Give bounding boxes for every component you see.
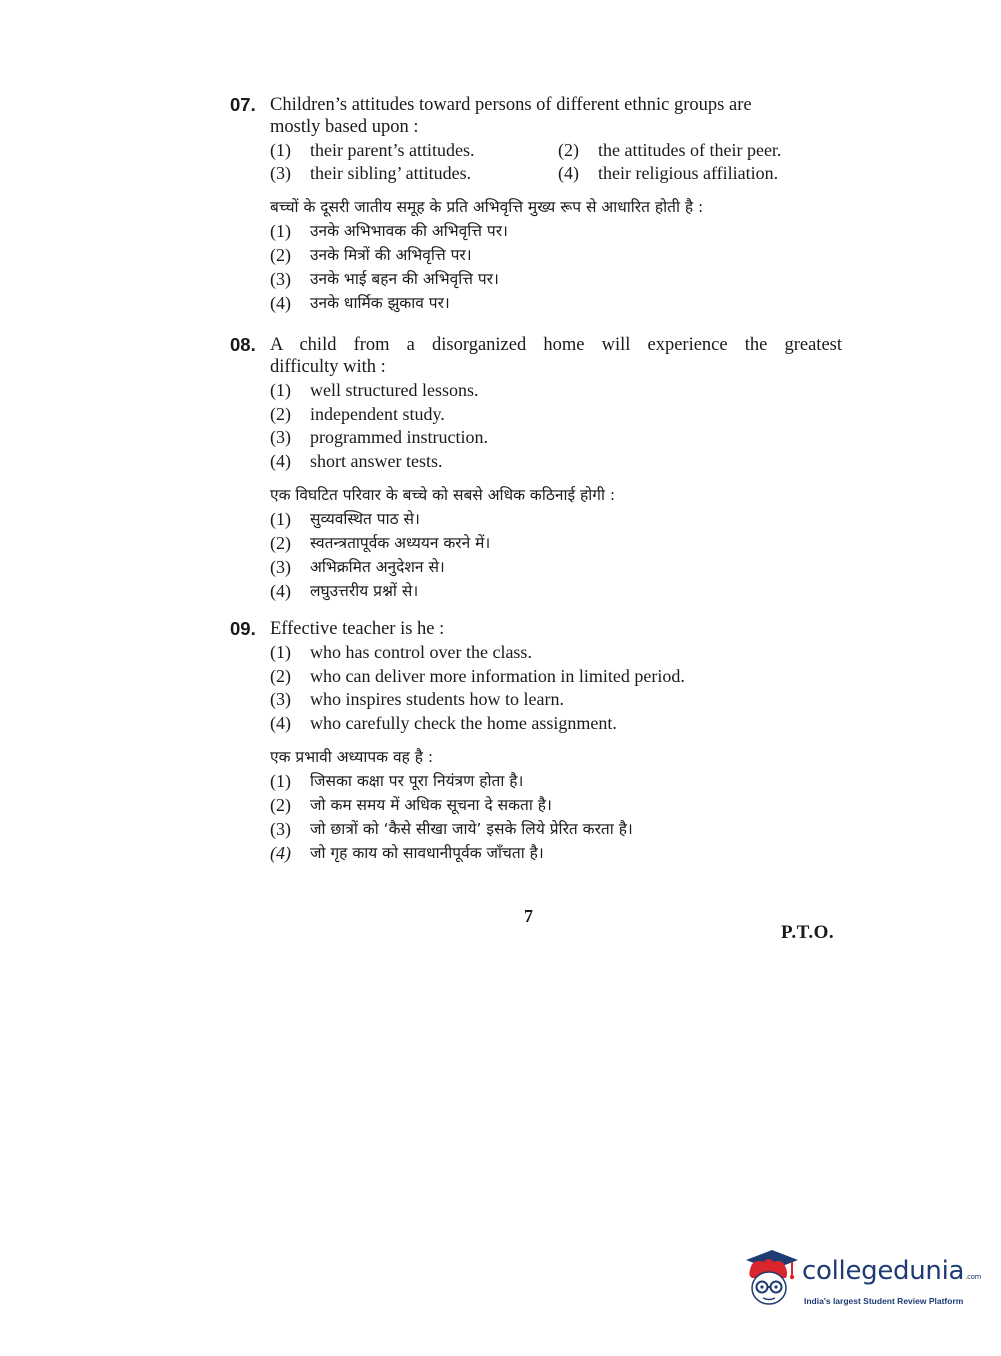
hindi-block bbox=[270, 195, 842, 315]
option-number: (1) bbox=[270, 221, 291, 241]
option-3 bbox=[270, 426, 842, 450]
question-number: 07. bbox=[230, 94, 256, 115]
option-1 bbox=[270, 379, 842, 403]
hindi-option-3 bbox=[270, 555, 842, 579]
option-text: उनके अभिभावक की अभिवृत्ति पर। bbox=[310, 222, 508, 240]
hindi-option-2 bbox=[270, 531, 842, 555]
option-1 bbox=[270, 641, 842, 665]
question-09 bbox=[230, 618, 842, 865]
hindi-option-2 bbox=[270, 793, 842, 817]
pto-label: P.T.O. bbox=[781, 922, 835, 943]
option-text: well structured lessons. bbox=[310, 380, 479, 400]
question-text-line1: A child from a disorganized home will experience the greatest bbox=[270, 335, 842, 355]
option-number: (3) bbox=[270, 269, 291, 289]
hindi-option-1 bbox=[270, 507, 842, 531]
option-number: (2) bbox=[558, 140, 579, 160]
option-number: (3) bbox=[270, 819, 291, 839]
option-number: (4) bbox=[270, 712, 291, 733]
option-number: (1) bbox=[270, 140, 291, 160]
option-number: (4) bbox=[558, 163, 579, 183]
option-4 bbox=[270, 712, 842, 736]
option-number: (2) bbox=[270, 665, 291, 686]
question-number: 09. bbox=[230, 618, 256, 639]
option-2 bbox=[270, 665, 842, 689]
hindi-question: एक प्रभावी अध्यापक वह है : bbox=[270, 748, 434, 766]
option-number: (1) bbox=[270, 380, 291, 400]
option-text: उनके धार्मिक झुकाव पर। bbox=[310, 294, 450, 312]
option-text: who carefully check the home assignment. bbox=[310, 712, 617, 733]
hindi-question: एक विघटित परिवार के बच्चे को सबसे अधिक कठिनाई होगी : bbox=[270, 486, 616, 504]
option-number: (4) bbox=[270, 293, 291, 313]
mascot-icon bbox=[742, 1248, 800, 1310]
hindi-option-4 bbox=[270, 579, 842, 603]
option-number: (2) bbox=[270, 533, 291, 553]
option-number: (3) bbox=[270, 689, 291, 709]
option-number: (3) bbox=[270, 557, 291, 577]
brand-text: collegedunia bbox=[802, 1256, 965, 1286]
option-text: उनके मित्रों की अभिवृत्ति पर। bbox=[310, 246, 472, 264]
hindi-block bbox=[270, 483, 842, 603]
hindi-option-3 bbox=[270, 267, 842, 291]
hindi-question: बच्चों के दूसरी जातीय समूह के प्रति अभिवृत्ति मुख्य रूप से आधारित होती है : bbox=[270, 198, 704, 216]
option-text: अभिक्रमित अनुदेशन से। bbox=[310, 558, 445, 576]
option-text: जो गृह काय को सावधानीपूर्वक जाँचता है। bbox=[310, 844, 544, 862]
hindi-option-1 bbox=[270, 219, 842, 243]
page-number: 7 bbox=[524, 906, 533, 926]
hindi-option-3 bbox=[270, 817, 842, 841]
option-number: (4) bbox=[270, 450, 291, 471]
options-list bbox=[270, 379, 842, 473]
hindi-option-2 bbox=[270, 243, 842, 267]
question-text-line2: difficulty with : bbox=[270, 357, 386, 377]
collegedunia-watermark bbox=[742, 1248, 982, 1318]
question-text-line1: Children’s attitudes toward persons of different ethnic groups are bbox=[270, 95, 752, 115]
option-number: (2) bbox=[270, 403, 291, 424]
question-number: 08. bbox=[230, 334, 256, 355]
option-text: who has control over the class. bbox=[310, 642, 532, 662]
option-number: (2) bbox=[270, 795, 291, 815]
option-text: their parent’s attitudes. bbox=[310, 140, 475, 160]
hindi-option-4 bbox=[270, 841, 842, 865]
hindi-option-4 bbox=[270, 291, 842, 315]
question-text-line1: Effective teacher is he : bbox=[270, 619, 445, 639]
option-text: their sibling’ attitudes. bbox=[310, 163, 472, 183]
brand-suffix: .com bbox=[965, 1273, 982, 1281]
hindi-option-1 bbox=[270, 769, 842, 793]
option-text: who inspires students how to learn. bbox=[310, 689, 564, 709]
option-text: जिसका कक्षा पर पूरा नियंत्रण होता है। bbox=[310, 772, 524, 790]
option-1 bbox=[270, 139, 558, 162]
question-08 bbox=[230, 334, 842, 603]
options-grid bbox=[270, 139, 842, 185]
option-number: (4) bbox=[270, 843, 291, 863]
option-text: programmed instruction. bbox=[310, 427, 488, 447]
option-number: (2) bbox=[270, 245, 291, 265]
option-4 bbox=[558, 162, 818, 185]
option-text: उनके भाई बहन की अभिवृत्ति पर। bbox=[310, 270, 499, 288]
option-text: short answer tests. bbox=[310, 450, 443, 471]
option-3 bbox=[270, 162, 558, 185]
question-07 bbox=[230, 94, 842, 315]
option-number: (4) bbox=[270, 581, 291, 601]
option-2 bbox=[558, 139, 818, 162]
brand-tagline: India's largest Student Review Platform bbox=[804, 1296, 964, 1306]
option-text: the attitudes of their peer. bbox=[598, 140, 782, 160]
hindi-block bbox=[270, 745, 842, 865]
option-number: (3) bbox=[270, 427, 291, 447]
option-text: their religious affiliation. bbox=[598, 163, 779, 183]
options-list bbox=[270, 641, 842, 735]
option-text: who can deliver more information in limited period. bbox=[310, 665, 685, 686]
option-2 bbox=[270, 403, 842, 427]
option-text: सुव्यवस्थित पाठ से। bbox=[310, 510, 420, 528]
option-number: (1) bbox=[270, 642, 291, 662]
option-text: जो छात्रों को ‘कैसे सीखा जाये’ इसके लिये प्रेरित करता है। bbox=[310, 820, 633, 838]
option-3 bbox=[270, 688, 842, 712]
option-number: (1) bbox=[270, 509, 291, 529]
brand-name bbox=[802, 1256, 981, 1286]
option-text: independent study. bbox=[310, 403, 445, 424]
option-text: लघुउत्तरीय प्रश्नों से। bbox=[310, 582, 419, 600]
option-number: (1) bbox=[270, 771, 291, 791]
option-4 bbox=[270, 450, 842, 474]
option-number: (3) bbox=[270, 163, 291, 183]
option-text: जो कम समय में अधिक सूचना दे सकता है। bbox=[310, 796, 552, 814]
question-text-line2: mostly based upon : bbox=[270, 117, 419, 137]
option-text: स्वतन्त्रतापूर्वक अध्ययन करने में। bbox=[310, 534, 491, 552]
